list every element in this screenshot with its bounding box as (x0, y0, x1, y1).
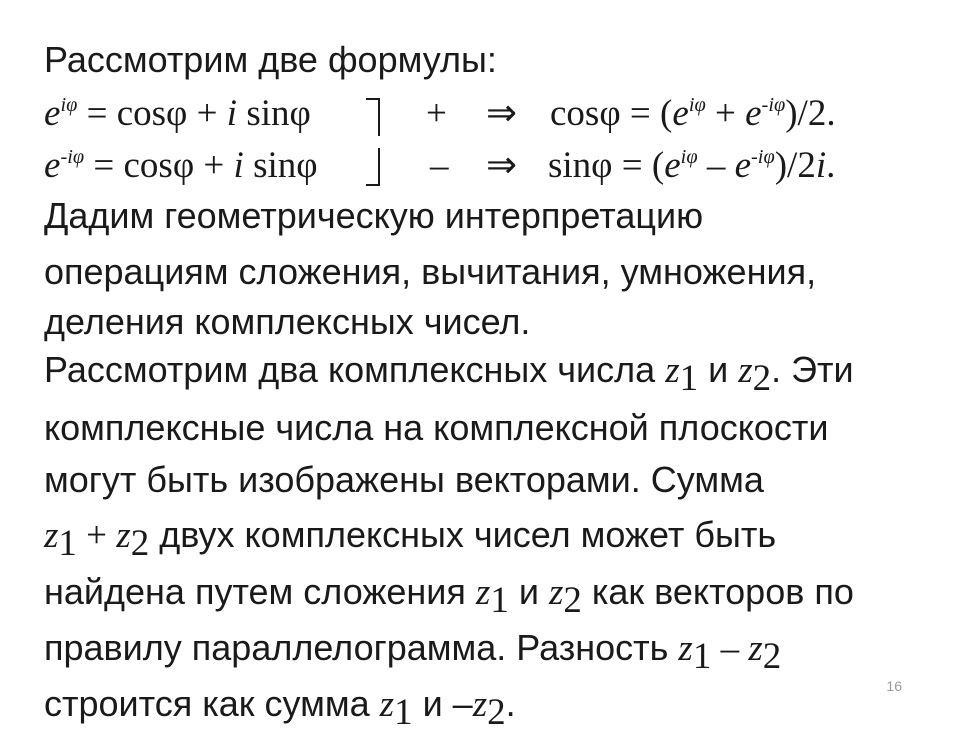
brace-top (366, 98, 380, 136)
para2-line1: Рассмотрим два комплексных числа $z_1$ и $z_2$. Эти (44, 349, 854, 400)
para2-line7: строится как сумма $z_1$ и $-z_2$. (44, 683, 516, 733)
formula-2-lhs: $e^{-i\varphi} = \cos\varphi + i$ sinφ (44, 145, 318, 186)
brace-bottom (366, 148, 380, 186)
page-number: 16 (886, 678, 902, 694)
formula-1-lhs: $e^{i\varphi} = \cos\varphi + i$ sinφ (44, 93, 311, 134)
para1-line1: Дадим геометрическую интерпретацию (44, 195, 704, 236)
para2-line3: могут быть изображены векторами. Сумма (44, 459, 764, 500)
formula-1-result: $\cos\varphi = (e^{i\varphi} + e^{-i\varphi})/2$. (550, 93, 836, 134)
para1-line2: операциям сложения, вычитания, умножения, (44, 251, 817, 292)
implies-symbol: ⇒ (486, 145, 518, 186)
implies-symbol: ⇒ (486, 93, 518, 134)
para2-line4: $z_1 + z_2$ двух комплексных чисел может быть (44, 514, 777, 565)
formula-2-result: $\sin\varphi = (e^{i\varphi} - e^{-i\varphi})/2i$. (548, 145, 836, 186)
intro-text: Рассмотрим две формулы: (44, 39, 497, 80)
para2-line2: комплексные числа на комплексной плоскости (44, 407, 829, 448)
para2-line6: правилу параллелограмма. Разность $z_1 - z_2$ (44, 627, 782, 678)
para2-line5: найдена путем сложения $z_1$ и $z_2$ как векторов по (44, 571, 854, 622)
formula-1-op: + (426, 93, 447, 134)
formula-2-op: – (430, 145, 449, 186)
para1-line3: деления комплексных чисел. (44, 301, 531, 342)
